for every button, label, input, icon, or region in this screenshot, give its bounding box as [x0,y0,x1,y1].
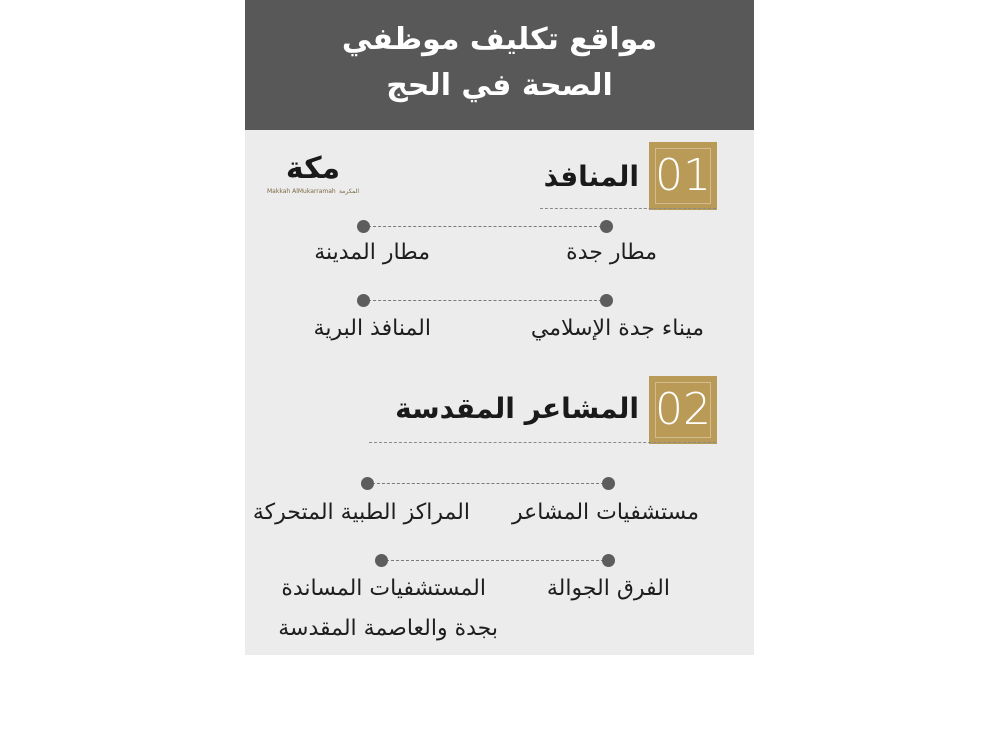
title-line-1: مواقع تكليف موظفي [341,22,658,57]
item-support-hospitals-line1: المستشفيات المساندة [281,576,486,601]
infographic-card [245,0,754,655]
item-support-hospitals-line2: بجدة والعاصمة المقدسة [278,616,498,641]
item-mobile-medical-centers: المراكز الطبية المتحركة [252,500,470,525]
section-1-number-text: 01 [655,150,711,201]
title-line-2: الصحة في الحج [386,68,613,103]
row-1-right-dot [600,220,613,233]
item-jeddah-islamic-port: ميناء جدة الإسلامي [530,316,704,341]
item-madinah-airport: مطار المدينة [314,240,430,265]
logo-mark: مكة [285,151,341,186]
header-banner [245,0,754,130]
section-2-number-text: 02 [655,384,711,435]
section-1-title: المنافذ [543,160,639,193]
logo-subtitle-ar: المكرمة [338,188,359,195]
row-1-connector [363,226,607,227]
logo-subtitle-en: Makkah AlMukarramah [267,188,336,195]
item-mashaer-hospitals: مستشفيات المشاعر [512,500,699,525]
row-4-right-dot [602,554,615,567]
row-2-right-dot [600,294,613,307]
section-2-number [649,376,717,444]
row-3-connector [367,483,609,484]
item-mobile-teams: الفرق الجوالة [546,576,670,601]
logo-subtitle [267,188,359,196]
section-1-number [649,142,717,210]
row-2-connector [363,300,607,301]
section-2-title: المشاعر المقدسة [395,392,639,425]
row-2-left-dot [357,294,370,307]
section-2-underline [369,442,716,443]
row-4-connector [381,560,609,561]
row-1-left-dot [357,220,370,233]
row-3-right-dot [602,477,615,490]
item-land-ports: المنافذ البرية [313,316,431,341]
row-3-left-dot [361,477,374,490]
makkah-logo [267,152,359,198]
section-1-underline [540,208,716,209]
row-4-left-dot [375,554,388,567]
item-jeddah-airport: مطار جدة [566,240,657,265]
